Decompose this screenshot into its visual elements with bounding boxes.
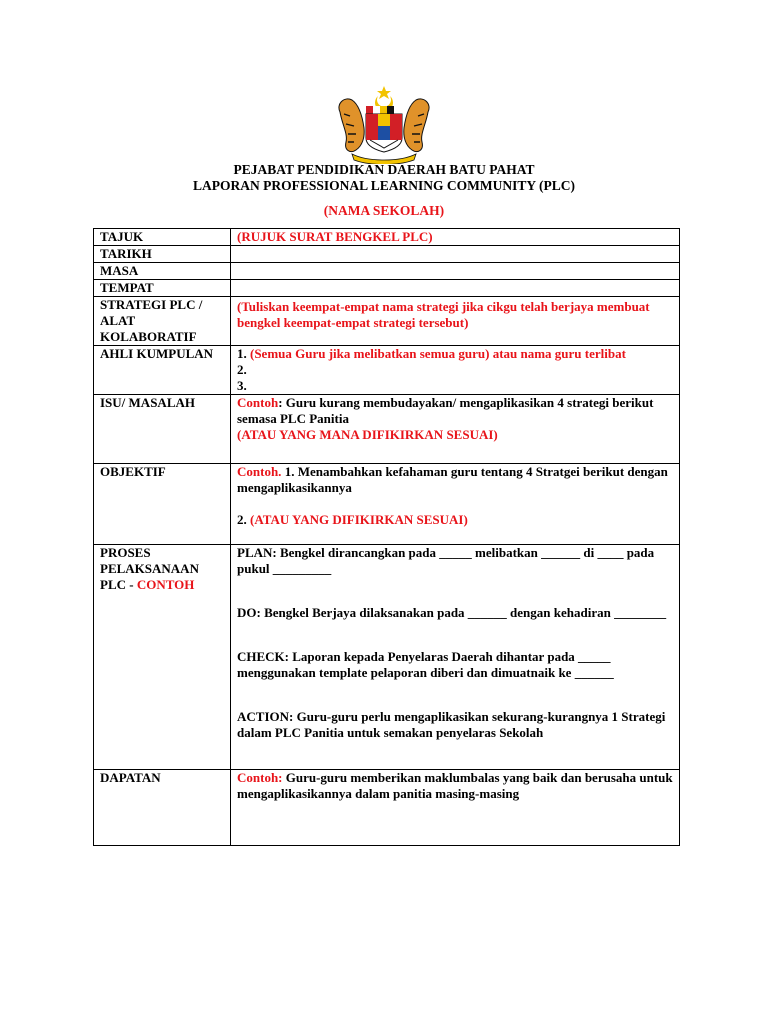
- label-isu-masalah: ISU/ MASALAH: [94, 395, 231, 464]
- label-proses-plc: PLC -: [100, 577, 137, 592]
- member-1-number: 1.: [237, 346, 247, 361]
- isu-prefix: Contoh: [237, 395, 279, 410]
- label-tempat: TEMPAT: [94, 280, 231, 297]
- objektif-1-text: 1. Menambahkan kefahaman guru tentang 4 Stratgei berikut dengan mengaplikasikannya: [237, 464, 668, 495]
- isu-note: (ATAU YANG MANA DIFIKIRKAN SESUAI): [237, 427, 498, 442]
- label-dapatan: DAPATAN: [94, 770, 231, 846]
- label-proses-line3: [100, 577, 224, 593]
- row-masa: [94, 263, 680, 280]
- row-tempat: [94, 280, 680, 297]
- proses-action: ACTION: Guru-guru perlu mengaplikasikan sekurang-kurangnya 1 Strategi dalam PLC Panitia untuk semakan penyelaras Sekolah: [237, 709, 666, 740]
- member-1: [237, 346, 673, 362]
- row-objektif: [94, 464, 680, 545]
- label-masa: MASA: [94, 263, 231, 280]
- objektif-2: [237, 512, 673, 528]
- label-strategi: [94, 297, 231, 346]
- member-1-text: (Semua Guru jika melibatkan semua guru) atau nama guru terlibat: [250, 346, 626, 361]
- proses-do: DO: Bengkel Berjaya dilaksanakan pada ______ dengan kehadiran ________: [237, 605, 667, 620]
- plc-report-table: [93, 228, 680, 846]
- value-tajuk[interactable]: (RUJUK SURAT BENGKEL PLC): [231, 229, 680, 246]
- value-proses[interactable]: [231, 545, 680, 770]
- label-proses-line1: PROSES: [100, 545, 151, 560]
- dapatan-prefix: Contoh:: [237, 770, 283, 785]
- objektif-2-text: (ATAU YANG DIFIKIRKAN SESUAI): [250, 512, 468, 527]
- school-name-placeholder: (NAMA SEKOLAH): [323, 203, 445, 218]
- dapatan-text: [237, 770, 673, 802]
- label-ahli-kumpulan: AHLI KUMPULAN: [94, 346, 231, 395]
- row-tajuk: [94, 229, 680, 246]
- office-title: PEJABAT PENDIDIKAN DAERAH BATU PAHAT: [233, 162, 535, 177]
- isu-body: : Guru kurang membudayakan/ mengaplikasikan 4 strategi berikut semasa PLC Panitia: [237, 395, 654, 426]
- value-tarikh[interactable]: [231, 246, 680, 263]
- label-objektif: OBJEKTIF: [94, 464, 231, 545]
- row-isu-masalah: [94, 395, 680, 464]
- objektif-2-number: 2.: [237, 512, 250, 527]
- row-strategi: [94, 297, 680, 346]
- row-proses: [94, 545, 680, 770]
- row-ahli-kumpulan: [94, 346, 680, 395]
- label-strategi-line2: ALAT: [100, 313, 136, 328]
- dapatan-body: Guru-guru memberikan maklumbalas yang baik dan berusaha untuk mengaplikasikannya dalam panitia masing-masing: [237, 770, 673, 801]
- objektif-prefix: Contoh.: [237, 464, 282, 479]
- label-strategi-line3: KOLABORATIF: [100, 329, 197, 344]
- label-proses: [94, 545, 231, 770]
- proses-plan: PLAN: Bengkel dirancangkan pada _____ melibatkan ______ di ____ pada pukul _________: [237, 545, 655, 576]
- member-2: 2.: [237, 362, 247, 377]
- value-ahli-kumpulan[interactable]: [231, 346, 680, 395]
- report-title: LAPORAN PROFESSIONAL LEARNING COMMUNITY (PLC): [192, 178, 575, 193]
- label-tajuk: TAJUK: [94, 229, 231, 246]
- label-strategi-line1: STRATEGI PLC /: [100, 297, 203, 312]
- row-tarikh: [94, 246, 680, 263]
- row-dapatan: [94, 770, 680, 846]
- objektif-1: [237, 464, 673, 496]
- value-masa[interactable]: [231, 263, 680, 280]
- value-isu-masalah[interactable]: [231, 395, 680, 464]
- member-3: 3.: [237, 378, 247, 393]
- label-tarikh: TARIKH: [94, 246, 231, 263]
- value-strategi-text: (Tuliskan keempat-empat nama strategi jika cikgu telah berjaya membuat bengkel keempat-empat strategi tersebut): [237, 299, 650, 330]
- value-dapatan[interactable]: [231, 770, 680, 846]
- label-proses-line2: PELAKSANAAN: [100, 561, 199, 576]
- coat-of-arms-logo: [334, 84, 434, 164]
- proses-check: CHECK: Laporan kepada Penyelaras Daerah dihantar pada _____ menggunakan template pelaporan diberi dan dimuatnaik ke ______: [237, 649, 614, 680]
- value-strategi[interactable]: [231, 297, 680, 346]
- label-proses-contoh: CONTOH: [136, 577, 195, 592]
- value-objektif[interactable]: [231, 464, 680, 545]
- value-tempat[interactable]: [231, 280, 680, 297]
- isu-text: [237, 395, 673, 427]
